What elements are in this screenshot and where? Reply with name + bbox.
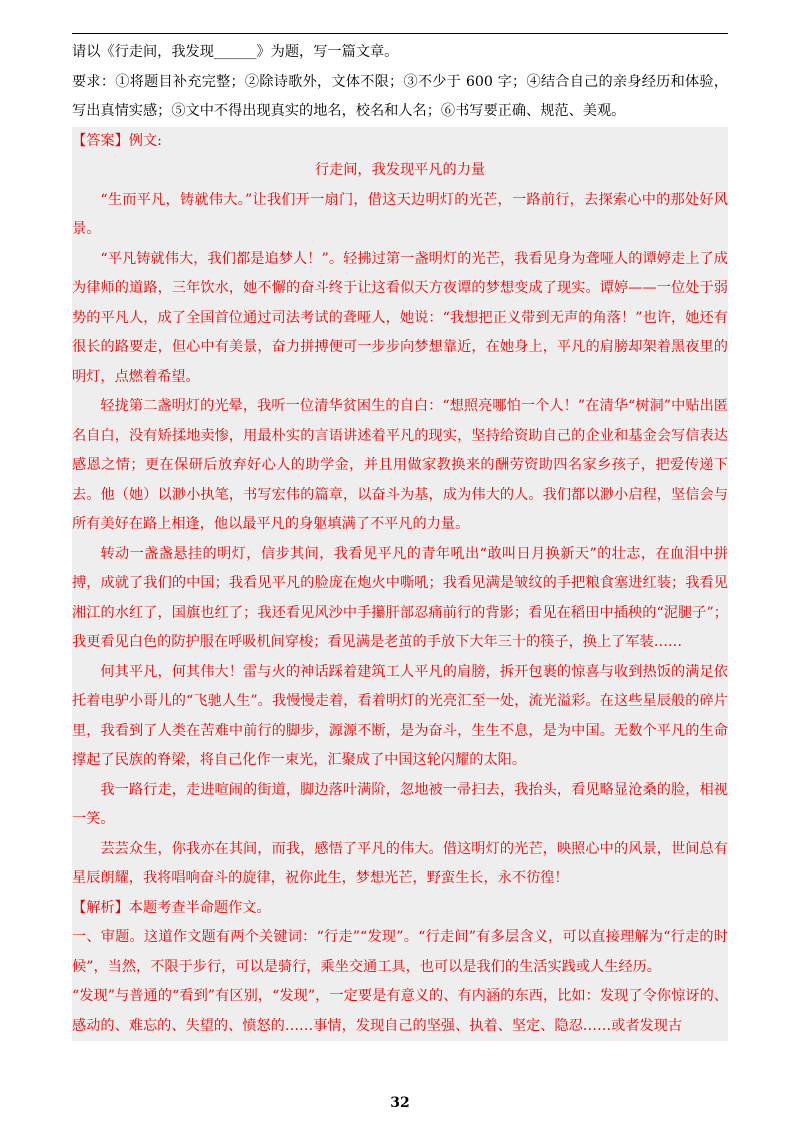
essay-paragraph: 轻拢第二盏明灯的光晕，我听一位清华贫困生的自白：“想照亮哪怕一个人！”在清华“树洞”中贴出匿名自白，没有矫揉地卖惨，用最朴实的言语讲述着平凡的现实，坚持给资助自己的企业和基金会写信表达感恩之情；更在保研后放弃好心人的助学金，并且用做家教换来的酬劳资助四名家乡孩子，把爱传递下去。他（她）以渺小执笔，书写宏伟的篇章，以奋斗为基，成为伟大的人。我们都以渺小启程，坚信会与所有美好在路上相逢，他以最平凡的身躯填满了不平凡的力量。 (72, 398, 728, 532)
answer-section (72, 127, 728, 1042)
essay-paragraph: “平凡铸就伟大，我们都是追梦人！”。轻拂过第一盏明灯的光芒，我看见身为聋哑人的谭婷走上了成为律师的道路，三年饮水，她不懈的奋斗终于让这看似天方夜谭的梦想变成了现实。谭婷——一位处于弱势的平凡人，成了全国首位通过司法考试的聋哑人，她说：“我想把正义带到无声的角落！”也许，她还有很长的路要走，但心中有美景，奋力拼搏便可一步步向梦想靠近，在她身上，平凡的肩膀却架着黑夜里的明灯，点燃着希望。 (72, 250, 728, 385)
answer-heading (72, 127, 728, 157)
analysis-paragraph: “发现”与普通的“看到”有区别，“发现”，一定要是有意义的、有内涵的东西，比如：发现了令你惊讶的、感动的、难忘的、失望的、愤怒的……事情，发现自己的坚强、执着、坚定、隐忍……或者发现古 (72, 988, 728, 1034)
answer-intro: 例文: (128, 132, 162, 149)
answer-label: 【答案】 (72, 132, 129, 149)
essay-paragraph: 我一路行走，走进喧闹的街道，脚边落叶满阶，忽地被一帚扫去，我抬头，看见略显沧桑的脸，相视一笑。 (72, 781, 728, 827)
page-number: 32 (390, 1095, 410, 1111)
header-rule (72, 33, 728, 34)
essay-title: 行走间，我发现平凡的力量 (314, 162, 486, 178)
analysis-heading (72, 894, 728, 924)
analysis-paragraph: 一、审题。这道作文题有两个关键词：“行走”“发现”。“行走间”有多层含义，可以直接理解为“行走的时候”，当然，不限于步行，可以是骑行，乘坐交通工具，也可以是我们的生活实践或人生经历。 (72, 929, 728, 975)
essay-paragraph: 何其平凡，何其伟大！雷与火的神话踩着建筑工人平凡的肩膀，拆开包裹的惊喜与收到热饭的满足依托着电驴小哥儿的“飞驰人生”。我慢慢走着，看着明灯的光亮汇至一处，流光溢彩。在这些星辰般的碎片里，我看到了人类在苦难中前行的脚步，源源不断，是为奋斗，生生不息，是为中国。无数个平凡的生命撑起了民族的脊梁，将自己化作一束光，汇聚成了中国这轮闪耀的太阳。 (72, 663, 728, 768)
analysis-intro: 本题考查半命题作文。 (128, 899, 271, 916)
analysis-label: 【解析】 (72, 899, 129, 916)
essay-paragraph: 芸芸众生，你我亦在其间，而我，感悟了平凡的伟大。借这明灯的光芒，映照心中的风景，世间总有星辰朗耀，我将唱响奋斗的旋律，祝你此生，梦想光芒，野蛮生长，永不彷徨！ (72, 840, 728, 886)
question-requirements: 要求：①将题目补充完整；②除诗歌外，文体不限；③不少于 600 字；④结合自己的亲身经历和体验，写出真情实感；⑤文中不得出现真实的地名，校名和人名；⑥书写要正确、规范、美观。 (72, 73, 728, 119)
question-prompt: 请以《行走间，我发现______》为题，写一篇文章。 (72, 44, 399, 60)
document-body (72, 38, 728, 1041)
essay-paragraph: 转动一盏盏悬挂的明灯，信步其间，我看见平凡的青年吼出“敢叫日月换新天”的壮志，在血泪中拼搏，成就了我们的中国；我看见平凡的脸庞在炮火中嘶吼；我看见满是皱纹的手把粮食塞进红装；我看见湘江的水红了，国旗也红了；我还看见风沙中手攥肝部忍痛前行的背影；看见在稻田中插秧的“泥腿子”；我更看见白色的防护服在呼吸机间穿梭；看见满是老茧的手放下大年三十的筷子，换上了军装…… (72, 545, 728, 650)
essay-paragraph: “生而平凡，铸就伟大。”让我们开一扇门，借这天边明灯的光芒，一路前行，去探索心中的那处好风景。 (72, 191, 728, 237)
